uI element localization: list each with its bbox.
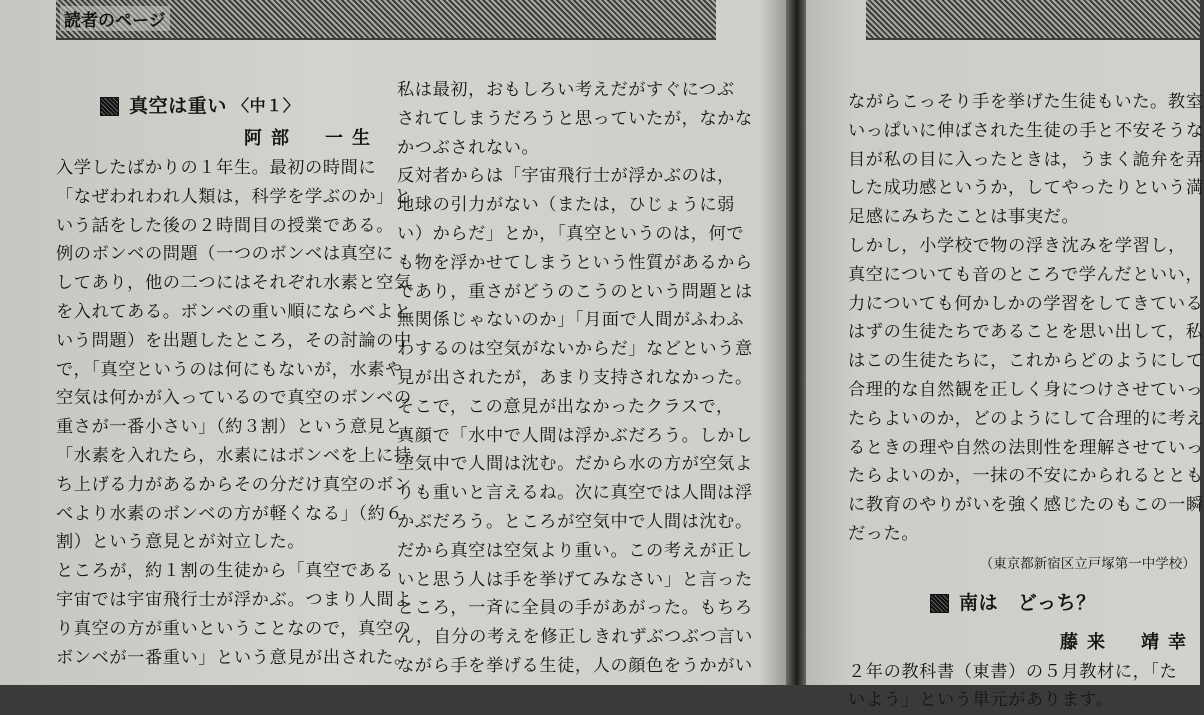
text-line: そこで，この意見が出なかったクラスで， xyxy=(397,396,734,417)
text-line: 合理的な自然観を正しく身につけさせていっ xyxy=(848,379,1204,400)
article1-column-1 xyxy=(56,88,421,672)
article1-column-2 xyxy=(397,76,753,681)
text-line: かつぶされない。 xyxy=(397,137,540,158)
text-line: されてしまうだろうと思っていたが，なかな xyxy=(397,108,753,129)
text-line: 例のボンベの問題（一つのボンベは真空に xyxy=(56,244,394,265)
article1-title: 真空は重い xyxy=(129,94,228,117)
hatched-square-icon-2 xyxy=(930,594,949,613)
text-line: だから真空は空気より重い。この考えが正し xyxy=(397,540,753,561)
text-line: であり，重さがどうのこうのという問題とは xyxy=(397,281,753,302)
text-line: しかし，小学校で物の浮き沈みを学習し， xyxy=(848,235,1186,256)
article1-author: 阿部 一生 xyxy=(244,128,379,149)
text-line: 見が出されたが，あまり支持されなかった。 xyxy=(397,367,753,388)
book-gutter xyxy=(786,0,806,685)
text-line: り真空の方が重いということなので，真空の xyxy=(56,618,412,639)
text-line: 無関係じゃないのか」「月面で人間がふわふ xyxy=(397,310,745,331)
text-line: いと思う人は手を挙げてみなさい」と言った xyxy=(397,569,753,590)
text-line: ボンベが一番重い」という意見が出された。 xyxy=(56,647,412,668)
section-label: 読者のページ xyxy=(60,6,170,31)
text-line: 目が私の目に入ったときは，うまく詭弁を弄 xyxy=(848,149,1204,170)
text-line: るときの理や自然の法則性を理解させていっ xyxy=(848,437,1204,458)
text-line: ながら手を挙げる生徒，人の顔色をうかがい xyxy=(397,655,753,676)
text-line: べより水素のボンベの方が軽くなる」（約６ xyxy=(56,503,404,524)
text-line: 宇宙では宇宙飛行士が浮かぶ。つまり人間よ xyxy=(56,589,413,610)
text-line: たらよいのか，どのようにして合理的に考え xyxy=(848,408,1204,429)
text-line: ち上げる力があるからその分だけ真空のボン xyxy=(56,474,412,495)
hatched-square-icon xyxy=(100,97,119,116)
article1-col3-body xyxy=(848,88,1204,549)
text-line: も物を浮かせてしまうという性質があるから xyxy=(397,252,753,273)
text-line: 入学したばかりの１年生。最初の時間に xyxy=(56,158,377,178)
text-line: はずの生徒たちであることを思い出して，私 xyxy=(848,322,1204,343)
section-header-band-right xyxy=(866,0,1200,40)
article1-grade-tag: 〈中１〉 xyxy=(233,95,300,115)
right-page xyxy=(806,0,1204,711)
text-line: たらよいのか，一抹の不安にかられるととも xyxy=(848,466,1204,487)
text-line: い）からだ」とか，「真空というのは，何で xyxy=(397,223,745,244)
text-line: いっぱいに伸ばされた生徒の手と不安そうな xyxy=(848,120,1204,141)
article2-author: 藤来 靖幸 xyxy=(1060,631,1195,653)
article2-title-row xyxy=(848,586,1204,622)
text-line: りも重いと言えるね。次に真空では人間は浮 xyxy=(397,483,753,504)
text-line: 「なぜわれわれ人類は，科学を学ぶのか」と xyxy=(56,186,412,207)
text-line: 力についても何かしかの学習をしてきている xyxy=(848,293,1204,314)
fold-shadow xyxy=(760,0,786,685)
text-line: いう問題）を出題したところ，その討論の中 xyxy=(56,330,412,351)
text-line: ところ，一斉に全員の手があがった。もちろ xyxy=(397,598,753,619)
text-line: 空気中で人間は沈む。だから水の方が空気よ xyxy=(397,454,753,475)
text-line: わするのは空気がないからだ」などという意 xyxy=(397,339,753,360)
text-line: 足感にみちたことは事実だ。 xyxy=(848,207,1080,228)
text-line: 地球の引力がない（または，ひじょうに弱 xyxy=(397,195,735,216)
text-line: だった。 xyxy=(848,523,920,544)
text-line: ２年の教科書（東書）の５月教材に，「た xyxy=(848,661,1178,682)
text-line: かぶだろう。ところが空気中で人間は沈む。 xyxy=(397,511,753,532)
text-line: 反対者からは「宇宙飛行士が浮かぶのは， xyxy=(397,166,735,187)
text-line: 真顔で「水中で人間は浮かぶだろう。しかし xyxy=(397,425,753,446)
article2-title: 南は どっち？ xyxy=(959,592,1096,615)
text-line: 重さが一番小さい」（約３割）という意見と， xyxy=(56,417,421,438)
text-line: 空気は何かが入っているので真空のボンベの xyxy=(56,388,412,409)
text-line: を入れてある。ボンベの重い順にならべよと xyxy=(56,301,412,322)
text-line: 割）という意見とが対立した。 xyxy=(56,532,306,553)
text-line: してあり，他の二つにはそれぞれ水素と空気 xyxy=(56,273,412,294)
text-line: 「水素を入れたら，水素にはボンベを上に持 xyxy=(56,445,412,466)
text-line: ところが，約１割の生徒から「真空である xyxy=(56,561,394,582)
text-line: 真空についても音のところで学んだといい， xyxy=(848,264,1204,285)
article1-title-row xyxy=(56,88,421,124)
text-line: はこの生徒たちに，これからどのようにして xyxy=(848,351,1204,372)
article1-col2-body xyxy=(397,76,753,681)
text-line: した成功感というか，してやったりという満 xyxy=(848,178,1204,199)
text-line: 私は最初，おもしろい考えだがすぐにつぶ xyxy=(397,80,735,100)
article1-school: （東京都新宿区立戸塚第一中学校） xyxy=(979,555,1196,572)
article1-school-line xyxy=(848,549,1204,578)
text-line: に教育のやりがいを強く感じたのもこの一瞬 xyxy=(848,495,1204,516)
text-line: いう話をした後の２時間目の授業である。 xyxy=(56,215,394,236)
text-line: いよう」という単元があります。 xyxy=(848,690,1114,711)
text-line: ながらこっそり手を挙げた生徒もいた。教室 xyxy=(848,92,1204,112)
text-line: で，「真空というのは何にもないが，水素や xyxy=(56,359,403,380)
article1-col1-body xyxy=(56,154,421,672)
article2-body xyxy=(848,658,1204,715)
text-line: ん，自分の考えを修正しきれずぶつぶつ言い xyxy=(397,627,753,648)
section-header-band xyxy=(56,0,716,40)
article1-column-3 xyxy=(848,88,1204,715)
